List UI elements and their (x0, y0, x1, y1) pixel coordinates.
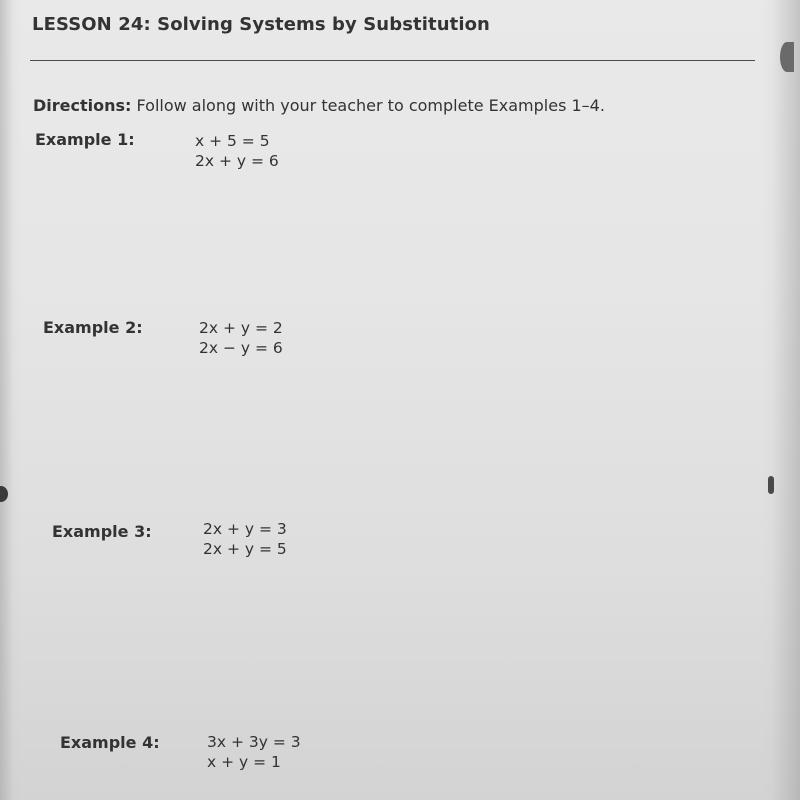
example-label: Example 2: (43, 318, 143, 337)
equation: 2x + y = 2 (199, 319, 283, 337)
equation-system (203, 519, 287, 559)
title-divider (30, 60, 755, 61)
equation-system (195, 131, 279, 171)
equation-system (199, 318, 283, 358)
directions-text: Follow along with your teacher to complete Examples 1–4. (131, 96, 605, 115)
page-edge-shadow-right (760, 0, 800, 800)
equation: 2x + y = 5 (203, 540, 287, 558)
equation: 2x + y = 3 (203, 520, 287, 538)
page-edge-shadow-left (0, 0, 22, 800)
directions-label: Directions: (33, 96, 132, 115)
equation: 3x + 3y = 3 (207, 733, 301, 751)
equation-system (207, 732, 301, 772)
directions (33, 96, 605, 115)
equation: x + 5 = 5 (195, 132, 270, 150)
punch-hole (780, 42, 794, 72)
punch-hole (768, 476, 774, 494)
lesson-title: LESSON 24: Solving Systems by Substitution (32, 14, 490, 35)
equation: 2x − y = 6 (199, 339, 283, 357)
example-label: Example 4: (60, 733, 160, 752)
equation: 2x + y = 6 (195, 152, 279, 170)
example-label: Example 1: (35, 130, 135, 149)
equation: x + y = 1 (207, 753, 281, 771)
example-label: Example 3: (52, 522, 152, 541)
